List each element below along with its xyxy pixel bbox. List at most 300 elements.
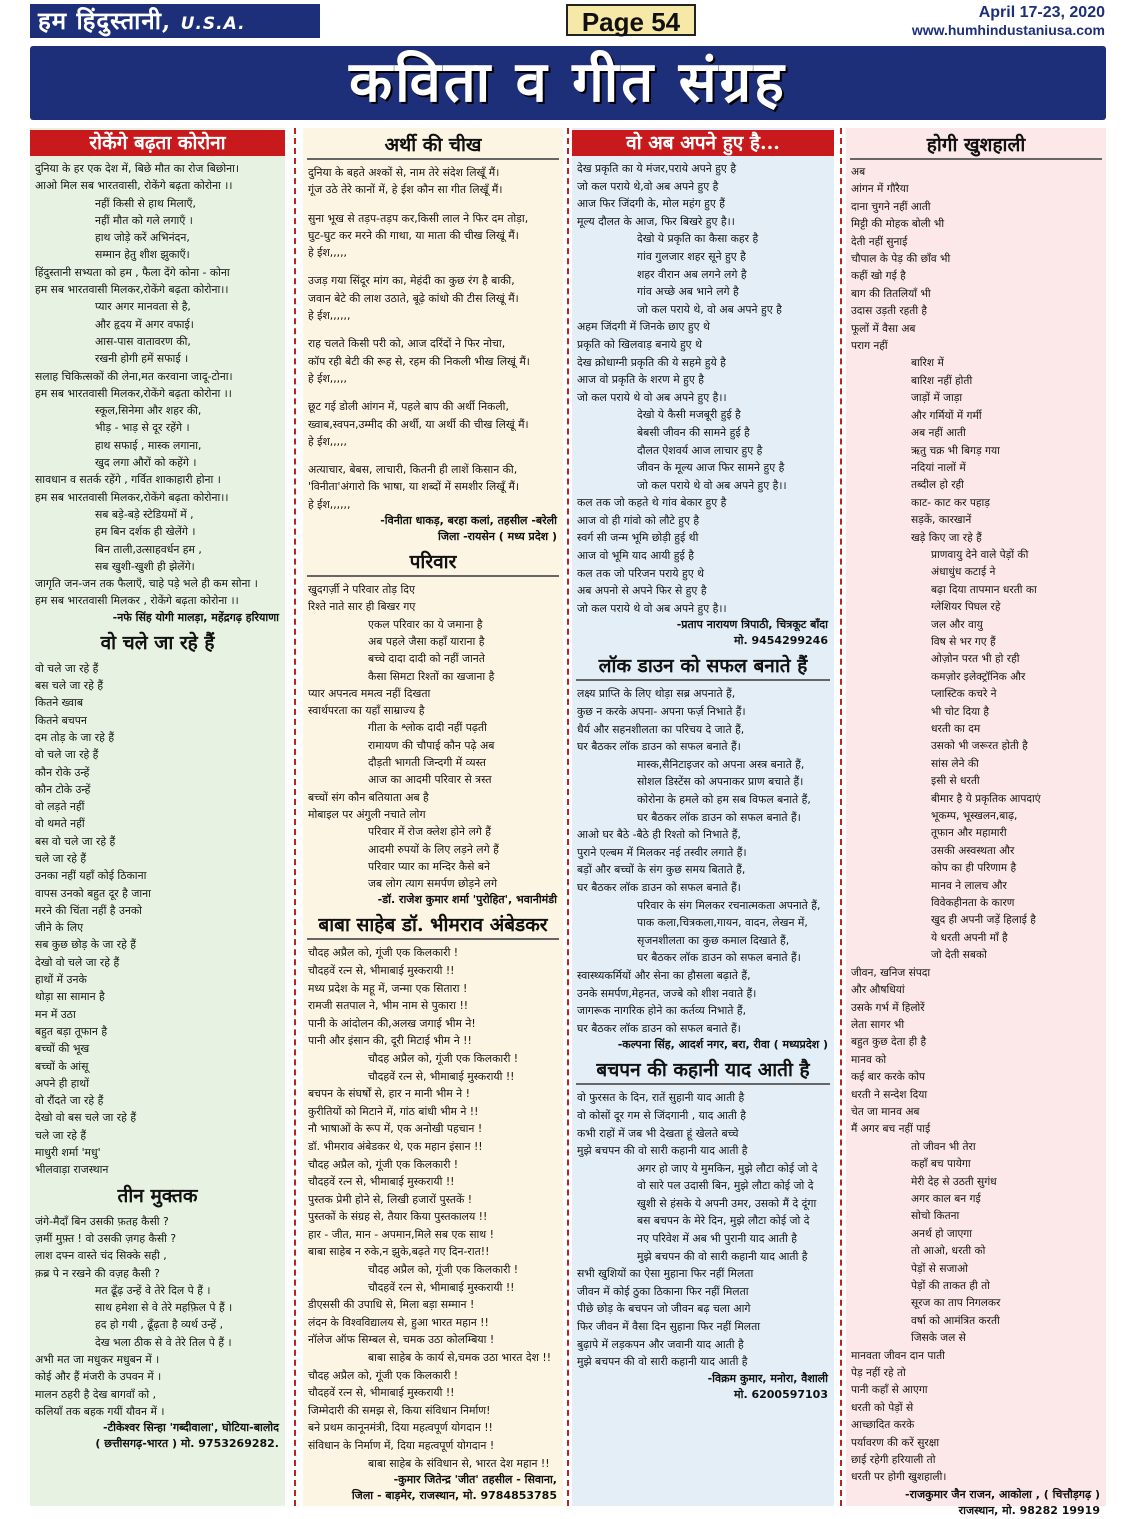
poem-line: उसके गर्भ में हिलोरें bbox=[851, 1001, 925, 1014]
poem-line: ख्वाब,स्वपन,उम्मीद की अर्थी, या अर्थी की चीख लिखूं मैं। bbox=[308, 417, 529, 431]
column-1 bbox=[30, 128, 285, 1506]
poem-line: वो कोसों दूर गम से जिंदगानी , याद आती है bbox=[577, 1108, 746, 1122]
poem-line: सब बड़े-बड़े स्टेडियमों में , bbox=[95, 507, 194, 521]
poem-line: एकल परिवार का ये जमाना है bbox=[368, 617, 483, 631]
poem-line: खड़े किए जा रहे हैं bbox=[911, 531, 982, 544]
poem-line: डीएससी की उपाधि से, मिला बड़ा सम्मान ! bbox=[308, 1298, 475, 1312]
poem-line: बने प्रथम कानूनमंत्री, दिया महत्वपूर्ण योगदान !! bbox=[308, 1421, 493, 1435]
poem-line: जो कल पराये थे,वो अब अपने हुए है bbox=[577, 179, 719, 193]
poem-line: जवान बेटे की लाश उठाते, बूढ़े कांधो की टीस लिखूं मैं। bbox=[308, 291, 519, 305]
poem-title: होगी खुशहाली bbox=[850, 132, 1102, 160]
poem-line: धरती पर होगी खुशहाली। bbox=[851, 1471, 947, 1484]
poem-line: अपने ही हाथों bbox=[35, 1076, 89, 1090]
poem-line: शहर वीरान अब लगने लगे है bbox=[637, 267, 747, 281]
poem-line: मानव को bbox=[851, 1053, 887, 1066]
poem-line: मुझे बचपन की वो सारी कहानी याद आती है bbox=[577, 1355, 748, 1369]
poem-line bbox=[308, 261, 559, 272]
poem-line: कितने बचपन bbox=[35, 713, 87, 727]
poem-line: अब अपनो से अपने फिर से हुए है bbox=[577, 584, 707, 598]
poem-title: बाबा साहेब डॉ. भीमराव अंबेडकर bbox=[307, 912, 559, 940]
poem-line: तब्दील हो रही bbox=[911, 479, 964, 492]
poem-line: चौदह अप्रैल को, गूंजी एक किलकारी ! bbox=[368, 1051, 519, 1065]
poem-line: मोबाइल पर अंगुली नचाते लोग bbox=[308, 807, 426, 821]
poem-line: देखो वो चले जा रहे हैं bbox=[35, 955, 120, 969]
poem-line: हाथों में उनके bbox=[35, 973, 87, 987]
poem-line: उनके समर्पण,मेहनत, जज्बे को शीश नवाते हैं। bbox=[577, 986, 757, 1000]
poem-line: ओज़ोन परत भी हो रही bbox=[931, 653, 1020, 666]
poem-line: प्लास्टिक कचरे ने bbox=[931, 688, 997, 701]
poem-line: मुझे बचपन की वो सारी कहानी याद आती है bbox=[577, 1144, 748, 1158]
poem-line: जब लोग त्याग समर्पण छोड़ने लगे bbox=[368, 877, 498, 891]
poem-line: बस चले जा रहे हैं bbox=[35, 679, 104, 693]
poem-line: स्वास्थ्यकर्मियों और सेना का हौसला बढ़ाते हैं, bbox=[577, 968, 751, 982]
poem-wo-chale bbox=[30, 630, 285, 1179]
poem-line: हम सब भारतवासी मिलकर , रोकेंगे बढ़ता कोरोना ।। bbox=[35, 594, 239, 608]
poem-line: कौन टोके उन्हें bbox=[35, 782, 91, 796]
poem-body bbox=[30, 1211, 285, 1421]
poem-line: अगर काल बन गई bbox=[911, 1192, 981, 1205]
poem-line: बचपन के संघर्षों से, हार न मानी भीम ने ! bbox=[308, 1087, 470, 1101]
poem-line: अभी मत जा मधुकर मधुबन में । bbox=[35, 1353, 160, 1366]
poem-bachpan bbox=[572, 1057, 834, 1403]
poem-line: गांव अच्छे अब भाने लगे है bbox=[637, 285, 739, 299]
poem-line: बच्चे दादा दादी को नहीं जानते bbox=[368, 652, 485, 666]
poem-line: उसको भी जरूरत होती है bbox=[931, 740, 1028, 753]
poem-author-contact: मो. 6200597103 bbox=[734, 1387, 828, 1401]
poem-line: बाग की तितलियाँ भी bbox=[851, 287, 931, 300]
poem-line: वो फुरसत के दिन, रातें सुहानी याद आती है bbox=[577, 1091, 745, 1105]
poem-line: पेड़ नहीं रहे तो bbox=[851, 1367, 906, 1380]
poem-line: चौदह अप्रैल को, गूंजी एक किलकारी ! bbox=[308, 1157, 459, 1171]
poem-line: हे ईश,,,,,, bbox=[308, 497, 351, 511]
poem-line: मध्य प्रदेश के महू में, जन्मा एक सितारा ! bbox=[308, 981, 468, 995]
poem-line: नदियां नालों में bbox=[911, 461, 966, 474]
poem-line: कैसा सिमटा रिश्तों का खजाना है bbox=[368, 669, 495, 683]
poem-title: बचपन की कहानी याद आती है bbox=[576, 1057, 830, 1085]
poem-line: चौदहवें रत्न से, भीमाबाई मुस्करायी !! bbox=[368, 1280, 515, 1294]
poem-line: बेबसी जीवन की सामने हुई है bbox=[637, 425, 750, 439]
column-3 bbox=[572, 128, 834, 1506]
poem-line: दम तोड़ के जा रहे हैं bbox=[35, 730, 115, 744]
poem-line: देख प्रकृति का ये मंजर,पराये अपने हुए है bbox=[577, 162, 737, 175]
poem-line: कितने ख्वाब bbox=[35, 696, 83, 710]
poem-apne-hue bbox=[572, 130, 834, 649]
poem-line: बाबा साहेब न रुके,न झुके,बढ़ते गए दिन-रात!! bbox=[308, 1245, 490, 1259]
poem-line: कहाँ बच पायेगा bbox=[911, 1158, 971, 1171]
poem-line: नहीं मौत को गले लगाएँ । bbox=[95, 213, 193, 227]
poem-line: आओ मिल सब भारतवासी, रोकेंगे बढ़ता कोरोना ।। bbox=[35, 179, 233, 193]
poem-line: राह चलते किसी परी को, आज दरिंदों ने फिर नोचा, bbox=[308, 337, 506, 351]
poem-line: हे ईश,,,,, bbox=[308, 371, 347, 385]
poem-line: सड़कें, कारखानें bbox=[911, 514, 972, 527]
poem-line: हे ईश,,,,, bbox=[308, 246, 347, 260]
publication-logo bbox=[30, 4, 320, 38]
poem-line: चौदहवें रत्न से, भीमाबाई मुस्करायी !! bbox=[308, 1386, 455, 1400]
poem-body bbox=[303, 162, 563, 513]
poem-line: हे ईश,,,,,, bbox=[308, 309, 351, 323]
poem-line: देख क्रोधाग्नी प्रकृति की ये सहमे हुये है bbox=[577, 355, 726, 369]
poem-author-place: जिला -रायसेन ( मध्य प्रदेश ) bbox=[437, 530, 557, 544]
poem-line: सावधान व सतर्क रहेंगे , गर्वित शाकाहारी होना । bbox=[35, 473, 221, 487]
poem-line: विवेकहीनता के कारण bbox=[931, 897, 1015, 910]
poem-line: पानी कहाँ से आएगा bbox=[851, 1384, 928, 1397]
poem-line: वो लड़ते नहीं bbox=[35, 800, 85, 814]
poem-line: खुद लगा औरों को कहेंगे । bbox=[95, 456, 197, 470]
poem-line: परिवार के संग मिलकर रचनात्मकता अपनाते हैं, bbox=[637, 898, 821, 912]
poem-body bbox=[572, 1087, 834, 1371]
poem-line: प्राणवायु देने वाले पेड़ों की bbox=[931, 548, 1029, 561]
poem-line: रामायण की चौपाई कौन पढ़े अब bbox=[368, 738, 495, 752]
poem-line: वो चले जा रहे हैं bbox=[35, 661, 99, 675]
poem-line: पानी के आंदोलन की,अलख जगाई भीम ने! bbox=[308, 1016, 476, 1030]
poem-line: मुझे बचपन की वो सारी कहानी याद आती है bbox=[637, 1249, 808, 1263]
poem-line: जंगे-मैदाँ बिन उसकी फ़तह कैसी ? bbox=[35, 1214, 169, 1228]
masthead bbox=[0, 0, 1135, 44]
poem-line: मानवता जीवन दान पाती bbox=[851, 1349, 945, 1362]
poem-body bbox=[572, 158, 834, 617]
poem-line: दौड़ती भागती जिन्दगी में व्यस्त bbox=[368, 756, 486, 770]
poem-body bbox=[303, 942, 563, 1472]
poem-line: जो कल पराये थे वो अब अपने हुए है।। bbox=[637, 478, 787, 492]
poem-line: उदास उड़ती रहती है bbox=[851, 305, 928, 318]
poem-line: मूल्य दौलत के आज, फिर बिखरे हुए है।। bbox=[577, 214, 735, 228]
poem-line: बाबा साहेब के संविधान से, भारत देश महान !! bbox=[368, 1456, 550, 1470]
poem-title: परिवार bbox=[307, 549, 559, 577]
poem-line: फूलों में वैसा अब bbox=[851, 322, 916, 335]
poem-line: अंधाधुंध कटाई ने bbox=[931, 566, 996, 579]
poem-line: बस वो चले जा रहे हैं bbox=[35, 834, 116, 848]
poem-line: आदमी रुपयों के लिए लड़ने लगे हैं bbox=[368, 842, 499, 856]
poem-line: बच्चों संग कौन बतियाता अब है bbox=[308, 790, 429, 804]
poem-line: देती नहीं सुनाई bbox=[851, 235, 908, 248]
poem-line: लाश दफ्न वास्ते चंद सिक्के सही , bbox=[35, 1249, 167, 1263]
poem-line: चौदहवें रत्न से, भीमाबाई मुस्करायी !! bbox=[308, 963, 455, 977]
poem-line: वो थमते नहीं bbox=[35, 817, 85, 831]
poem-line: पुराने एल्बम में मिलकर नई तस्वीर लगाते हैं। bbox=[577, 845, 747, 859]
poem-line: भीड़ - भाड़ से दूर रहेंगे । bbox=[95, 421, 190, 435]
poem-line: उसकी अस्वस्थता और bbox=[931, 844, 1015, 857]
poem-line: डॉ. भीमराव अंबेडकर थे, एक महान इंसान !! bbox=[308, 1139, 483, 1153]
poem-line: वर्षा को आमंत्रित करती bbox=[911, 1314, 1000, 1327]
poem-line: घुट-घुट कर मरने की गाथा, या माता की चीख लिखूं मैं। bbox=[308, 228, 519, 242]
poem-line: कोरोना के हमले को हम सब विफल बनाते हैं, bbox=[637, 793, 811, 806]
poem-line: नहीं किसी से हाथ मिलाएँ, bbox=[95, 196, 196, 210]
poem-line: देखो ये प्रकृति का कैसा कहर है bbox=[637, 232, 759, 246]
poem-line: जो देती सबको bbox=[931, 949, 987, 962]
poem-line: जीवन, खनिज संपदा bbox=[851, 966, 931, 979]
poem-line: लेता सागर भी bbox=[851, 1018, 905, 1031]
poem-line: स्वार्थपरता का यहाँ साम्राज्य है bbox=[308, 704, 425, 718]
poem-line: बीमार है ये प्रकृतिक आपदाएं bbox=[931, 792, 1041, 805]
poem-line: दाना चुगने नहीं आती bbox=[851, 200, 931, 213]
poem-line: कमज़ोर इलेक्ट्रॉनिक और bbox=[931, 670, 1026, 683]
poem-line: घर बैठकर लॉक डाउन को सफल बनाते हैं। bbox=[577, 880, 741, 894]
poem-line: कई बार करके कोप bbox=[851, 1071, 926, 1084]
poem-line: सब खुशी-खुशी ही झेलेंगे। bbox=[95, 559, 195, 573]
poem-line: उनका नहीं यहाँ कोई ठिकाना bbox=[35, 869, 147, 883]
poem-line: जागरूक नागरिक होने का कर्तव्य निभाते हैं, bbox=[577, 1004, 747, 1018]
poem-line: छूट गई डोली आंगन में, पहले बाप की अर्थी निकली, bbox=[308, 400, 509, 414]
poem-line: माधुरी शर्मा 'मधु' bbox=[35, 1146, 101, 1160]
poem-author-contact: जिला - बाड़मेर, राजस्थान, मो. 9784853785 bbox=[351, 1489, 557, 1503]
poem-line: क़ब्र पे न रखने की वज़ह कैसी ? bbox=[35, 1266, 160, 1280]
website-link[interactable]: www.humhindustaniusa.com bbox=[911, 22, 1105, 38]
poem-line: प्यार अपनत्व ममत्व नहीं दिखता bbox=[308, 686, 431, 700]
poem-line: और हृदय में अगर वफाई। bbox=[95, 317, 194, 331]
poem-author-contact: ( छत्तीसगढ़-भारत ) मो. 9753269282. bbox=[95, 1437, 279, 1451]
poem-line: बिन ताली,उत्साहवर्धन हम , bbox=[95, 542, 202, 556]
poem-line: नौ भाषाओं के रूप में, एक अनोखी पहचान ! bbox=[308, 1122, 483, 1136]
poem-line: हम सब भारतवासी मिलकर,रोकेंगे बढ़ता कोरोना।। bbox=[35, 490, 229, 504]
poem-line: अनर्थ हो जाएगा bbox=[911, 1227, 973, 1240]
poem-line: पर्यावरण की करें सुरक्षा bbox=[851, 1436, 940, 1449]
poem-line: पाक कला,चित्रकला,गायन, वादन, लेखन में, bbox=[637, 916, 808, 930]
poem-line: तूफान और महामारी bbox=[931, 827, 1007, 840]
poem-line: जीने के लिए bbox=[35, 921, 84, 935]
poem-line: सब कुछ छोड़ के जा रहे हैं bbox=[35, 938, 137, 952]
poem-line: सुना भूख से तड़प-तड़प कर,किसी लाल ने फिर दम तोड़ा, bbox=[308, 211, 529, 225]
poem-line: वो रौंदते जा रहे हैं bbox=[35, 1094, 104, 1108]
poem-line: चौदह अप्रैल को, गूंजी एक किलकारी ! bbox=[308, 946, 459, 960]
poem-line: चौदह अप्रैल को, गूंजी एक किलकारी ! bbox=[308, 1368, 459, 1382]
poem-line: और गर्मियों में गर्मी bbox=[911, 409, 982, 422]
poem-line: कल तक जो परिजन पराये हुए थे bbox=[577, 566, 705, 580]
poem-line: सभी खुशियों का ऐसा मुहाना फिर नहीं मिलता bbox=[577, 1267, 754, 1281]
poem-line bbox=[308, 199, 559, 210]
poem-line: ऋतु चक्र भी बिगड़ गया bbox=[911, 444, 1000, 457]
poem-line: बच्चों के आंसू bbox=[35, 1059, 89, 1073]
poem-line: गूंज उठे तेरे कानों में, हे ईश कौन सा गीत लिखूँ मैं। bbox=[308, 183, 503, 197]
poem-line: पुस्तकों के संग्रह से, तैयार किया पुस्तकालय !! bbox=[308, 1210, 488, 1224]
poem-line: रिश्ते नाते सार ही बिखर गए bbox=[308, 600, 416, 614]
poem-line: ये धरती अपनी माँ है bbox=[931, 931, 1008, 944]
poem-line: स्कूल,सिनेमा और शहर की, bbox=[95, 404, 202, 418]
poem-line: आज वो प्रकृति के शरण मे हुए है bbox=[577, 373, 705, 387]
poem-author: -नफे सिंह योगी मालड़ा, महेंद्रगढ़ हरियाणा bbox=[112, 610, 279, 624]
poem-line: परिवार में रोज क्लेश होने लगे हैं bbox=[368, 825, 492, 839]
poem-line: हाथ जोड़े करें अभिनंदन, bbox=[95, 231, 190, 245]
poem-line: लंदन के विश्वविद्यालय से, हुआ भारत महान !! bbox=[308, 1315, 489, 1329]
poem-author: -प्रताप नारायण त्रिपाठी, चित्रकूट बाँदा bbox=[676, 618, 828, 632]
poem-line: दुनिया के हर एक देश में, बिछे मौत का रोज बिछोना। bbox=[35, 162, 240, 175]
poem-line: हाथ सफाई , मास्क लगाना, bbox=[95, 438, 202, 452]
poem-rokenge bbox=[30, 130, 285, 626]
poem-line: मेरी देह से उठती सुगंध bbox=[911, 1175, 997, 1188]
poem-arthi bbox=[303, 132, 563, 545]
poem-line: मानव ने लालच और bbox=[931, 879, 1007, 892]
poem-line: और औषधियां bbox=[851, 984, 905, 997]
poem-line: घर बैठकर लॉक डाउन को सफल बनाते हैं। bbox=[637, 951, 801, 965]
poem-author: -विक्रम कुमार, मनोरा, वैशाली bbox=[707, 1371, 828, 1385]
poem-line: जो कल पराये थे, वो अब अपने हुए है bbox=[637, 302, 782, 316]
poem-line: परिवार प्यार का मन्दिर कैसे बने bbox=[368, 859, 491, 873]
poem-line: जिसके जल से bbox=[911, 1332, 966, 1345]
poem-title: तीन मुक्तक bbox=[117, 1184, 198, 1207]
poem-line: काट- काट कर पहाड़ bbox=[911, 496, 990, 509]
poem-line: जो कल पराये थे वो अब अपने हुए है।। bbox=[577, 390, 727, 404]
poem-line: सांस लेने की bbox=[931, 757, 979, 770]
poem-line: हार - जीत, मान - अपमान,मिले सब एक साथ ! bbox=[308, 1227, 494, 1241]
poem-line: हद हो गयी , ढूँढ़ता है व्यर्थ उन्हें , bbox=[95, 1318, 224, 1332]
poem-line: पेड़ों की ताकत ही तो bbox=[911, 1280, 990, 1292]
poem-khushhali bbox=[846, 132, 1106, 1519]
poem-line: प्रकृति को खिलवाड़ बनाये हुए थे bbox=[577, 337, 702, 351]
poem-line: मालन ठहरी है देख बागवाँ को , bbox=[35, 1387, 157, 1401]
poem-line: चौदह अप्रैल को, गूंजी एक किलकारी ! bbox=[368, 1263, 519, 1277]
poem-line: छाई रहेगी हरियाली तो bbox=[851, 1454, 936, 1467]
poem-line: चौपाल के पेड़ की छाँव भी bbox=[851, 253, 951, 266]
poem-line: आंगन में गौरैया bbox=[851, 183, 909, 196]
poem-line: दुनिया के बहते अश्कों से, नाम तेरे संदेश लिखूँ मैं। bbox=[308, 166, 500, 179]
poem-line: बहुत कुछ देता ही है bbox=[851, 1036, 927, 1049]
poem-author: -कुमार जितेन्द्र 'जीत' तहसील - सिवाना, bbox=[393, 1473, 557, 1487]
poem-line: कभी राहों में जब भी देखता हूं खेलते बच्चे bbox=[577, 1126, 739, 1140]
poem-lockdown bbox=[572, 653, 834, 1053]
poem-line bbox=[308, 387, 559, 398]
issue-date: April 17-23, 2020 bbox=[978, 4, 1105, 21]
poem-line: सूरज का ताप निगलकर bbox=[911, 1297, 1001, 1310]
issue-info bbox=[912, 4, 1105, 38]
poem-line: मरने की चिंता नहीं है उनको bbox=[35, 903, 142, 917]
brand-usa: U.S.A. bbox=[180, 14, 246, 34]
poem-line: चले जा रहे हैं bbox=[35, 1128, 87, 1142]
poem-line: बारिश नहीं होती bbox=[911, 374, 973, 387]
poem-line: अत्याचार, बेबस, लाचारी, कितनी ही लाशें किसान की, bbox=[308, 463, 518, 477]
poem-line: कोई और हैं मंजरी के उपवन में । bbox=[35, 1370, 162, 1384]
poem-line: धैर्य और सहनशीलता का परिचय दे जाते हैं, bbox=[577, 722, 745, 736]
poem-line: कोप का ही परिणाम है bbox=[931, 862, 1017, 875]
poem-line: बुढ़ापे में लड़कपन और जवानी याद आती है bbox=[577, 1337, 744, 1351]
poem-line: भीलवाड़ा राजस्थान bbox=[35, 1163, 109, 1177]
poem-line: सोशल डिस्टेंस को अपनाकर प्राण बचाते हैं। bbox=[637, 775, 804, 789]
poem-body bbox=[303, 579, 563, 892]
poem-line: ग्लेशियर पिघल रहे bbox=[931, 601, 1001, 614]
poem-line: जो कल पराये थे वो अब अपने हुए है।। bbox=[577, 601, 727, 615]
poem-line: बारिश में bbox=[911, 357, 944, 370]
poem-line: भूकम्प, भूस्खलन,बाढ़, bbox=[931, 810, 1018, 823]
column-2 bbox=[303, 128, 563, 1506]
brand-name: हम हिंदुस्तानी, bbox=[38, 6, 172, 35]
poem-line: जल और वायु bbox=[931, 618, 983, 631]
poem-line: मन में उठा bbox=[35, 1007, 76, 1021]
poem-line: मिट्टी की मोहक बोली भी bbox=[851, 218, 945, 231]
poem-author: -डॉ. राजेश कुमार शर्मा 'पुरोहित', भवानीमंडी bbox=[377, 893, 557, 907]
poem-line: आज वो भूमि याद आयी हुई है bbox=[577, 549, 694, 563]
poem-line: हिंदुस्तानी सभ्यता को हम , फैला देंगे कोना - कोना bbox=[35, 265, 230, 279]
poem-line: देख भला ठीक से वे तेरे तिल पे हैं । bbox=[95, 1335, 232, 1349]
poem-line: पराग नहीं bbox=[851, 340, 888, 353]
section-banner: कविता व गीत संग्रह bbox=[30, 46, 1106, 120]
poem-line: मैं अगर बच नहीं पाई bbox=[851, 1123, 931, 1136]
poem-line: बड़ों और बच्चों के संग कुछ समय बिताते हैं, bbox=[577, 863, 746, 877]
poem-line: कौन रोके उन्हें bbox=[35, 765, 90, 779]
poem-line: सम्मान हेतु शीश झुकाएँ। bbox=[95, 248, 190, 262]
poem-line bbox=[308, 324, 559, 335]
page-number: Page 54 bbox=[566, 4, 696, 36]
poem-line: आज वो ही गांवो को लौटे हुए है bbox=[577, 513, 700, 527]
poem-title: वो अब अपने हुए है... bbox=[572, 130, 834, 156]
poem-title: अर्थी की चीख bbox=[307, 132, 559, 160]
poem-line: मत ढूँढ़ उन्हें वे तेरे दिल पे हैं । bbox=[95, 1283, 211, 1297]
poem-line: घर बैठकर लॉक डाउन को सफल बनाते हैं। bbox=[577, 740, 741, 754]
poem-line: सलाह चिकित्सकों की लेना,मत करवाना जादू-टोना। bbox=[35, 369, 233, 383]
poem-line: कल तक जो कहते थे गांव बेकार हुए है bbox=[577, 496, 727, 510]
poem-line: जीवन में कोई ठुका ठिकाना फिर नहीं मिलता bbox=[577, 1284, 749, 1298]
poem-line: अब पहले जैसा कहाँ याराना है bbox=[368, 634, 485, 648]
poem-line: पुस्तक प्रेमी होने से, लिखी हजारों पुस्तकें ! bbox=[308, 1192, 473, 1206]
poem-line: वापस उनको बहुत दूर है जाना bbox=[35, 886, 151, 900]
poem-teen-muktak bbox=[30, 1183, 285, 1453]
column-4 bbox=[846, 128, 1106, 1517]
poem-line: घर बैठकर लॉक डाउन को सफल बनाते हैं। bbox=[637, 810, 801, 824]
poem-line: भी चोट दिया है bbox=[931, 705, 989, 718]
poem-line: तो जीवन भी तेरा bbox=[911, 1140, 976, 1153]
poem-line: अगर हो जाए ये मुमकिन, मुझे लौटा कोई जो दे bbox=[637, 1161, 818, 1175]
poem-line: तो आओ, धरती को bbox=[911, 1245, 986, 1258]
poem-line: चेत जा मानव अब bbox=[851, 1105, 920, 1118]
poem-line: घर बैठकर लॉक डाउन को सफल बनाते हैं। bbox=[577, 1021, 741, 1035]
poem-line: साथ हमेशा से वे तेरे महफ़िल पे हैं । bbox=[95, 1301, 233, 1315]
poem-line: मास्क,सैनिटाइजर को अपना अस्त्र बनाते हैं, bbox=[637, 757, 805, 771]
poem-line: कहीं खो गई है bbox=[851, 270, 906, 283]
poem-line: पीछे छोड़ के बचपन जो जीवन बढ़ चला आगे bbox=[577, 1302, 751, 1316]
poem-line: इसी से धरती bbox=[931, 775, 980, 788]
poem-author-contact: मो. 9454299246 bbox=[734, 634, 828, 648]
poem-body bbox=[572, 683, 834, 1037]
poem-author: -राजकुमार जैन राजन, आकोला , ( चित्तौड़गढ़ ) bbox=[905, 1487, 1100, 1501]
poem-line: अब bbox=[851, 166, 866, 178]
poem-line: कुछ न करके अपना- अपना फर्ज़ निभाते हैं। bbox=[577, 705, 746, 719]
poem-line: हम सब भारतवासी मिलकर,रोकेंगे बढ़ता कोरोना ।। bbox=[35, 386, 232, 400]
poem-line: पानी और इंसान की, दूरी मिटाई भीम ने !! bbox=[308, 1034, 472, 1048]
poem-author: -कल्पना सिंह, आदर्श नगर, बरा, रीवा ( मध्यप्रदेश ) bbox=[617, 1038, 828, 1052]
poem-line: रखनी होगी हमें सफाई । bbox=[95, 352, 189, 366]
poem-line: रामजी सतपाल ने, भीम नाम से पुकारा !! bbox=[308, 999, 469, 1013]
poem-line: आच्छादित करके bbox=[851, 1419, 915, 1432]
poem-author-contact: राजस्थान, मो. 98282 19919 bbox=[958, 1503, 1100, 1517]
poem-title: लॉक डाउन को सफल बनाते हैं bbox=[576, 653, 830, 681]
poem-line: आज का आदमी परिवार से त्रस्त bbox=[368, 773, 492, 787]
poem-line: थोड़ा सा सामान है bbox=[35, 990, 105, 1004]
poem-line: चले जा रहे हैं bbox=[35, 851, 87, 865]
poem-line: संविधान के निर्माण में, दिया महत्वपूर्ण योगदान ! bbox=[308, 1439, 495, 1453]
poem-line: खुशी से हंसके ये अपनी उमर, उसको मैं दे दूंगा bbox=[637, 1196, 817, 1210]
poem-author: -विनीता धाकड़, बरहा कलां, तहसील -बरेली bbox=[380, 514, 557, 528]
poem-line: आओ घर बैठे -बैठे ही रिश्तो को निभाते हैं, bbox=[577, 828, 741, 842]
poem-line: बस बचपन के मेरे दिन, मुझे लौटा कोई जो दे bbox=[637, 1214, 810, 1228]
poem-line: बहुत बड़ा तूफान है bbox=[35, 1024, 108, 1038]
poem-line: आज फिर जिंदगी के, मोल महंग हुए हैं bbox=[577, 197, 726, 211]
poem-line: कॉप रही बेटी की रूह से, रहम की निकली भीख लिखूं मैं। bbox=[308, 354, 530, 368]
poem-line: वो चले जा रहे हैं bbox=[35, 748, 99, 762]
poem-line: खुद ही अपनी जड़ें हिलाई है bbox=[931, 914, 1036, 927]
poem-line: बढ़ा दिया तापमान धरती का bbox=[931, 583, 1037, 596]
poem-line: गीता के श्लोक दादी नहीं पढ़ती bbox=[368, 721, 487, 735]
poem-line: विष से भर गए हैं bbox=[931, 635, 996, 648]
poem-line: देखो ये कैसी मजबूरी हुई है bbox=[637, 408, 741, 422]
poem-line: दौलत ऐशवर्य आज लाचार हुए है bbox=[637, 443, 763, 457]
poem-line: हम बिन दर्शक ही खेलेंगे । bbox=[95, 525, 196, 539]
poem-line: उजड़ गया सिंदूर मांग का, मेहंदी का कुछ रंग है बाकी, bbox=[308, 274, 515, 288]
poem-body bbox=[30, 658, 285, 1179]
poem-line: वो सारे पल उदासी बिन, मुझे लौटा कोई जो दे bbox=[637, 1179, 814, 1193]
poem-line: जिम्मेदारी की समझ से, किया संविधान निर्माण! bbox=[308, 1403, 491, 1417]
poem-line: हम सब भारतवासी मिलकर,रोकेंगे बढ़ता कोरोना।। bbox=[35, 283, 229, 297]
poem-line: धरती का दम bbox=[931, 723, 981, 735]
poem-line: बच्चों की भूख bbox=[35, 1042, 90, 1056]
poem-line: जागृति जन-जन तक फैलाएँ, चाहे पड़े भले ही कम सोना । bbox=[35, 577, 258, 591]
poem-line: गांव गुलजार शहर सूने हुए है bbox=[637, 249, 746, 263]
